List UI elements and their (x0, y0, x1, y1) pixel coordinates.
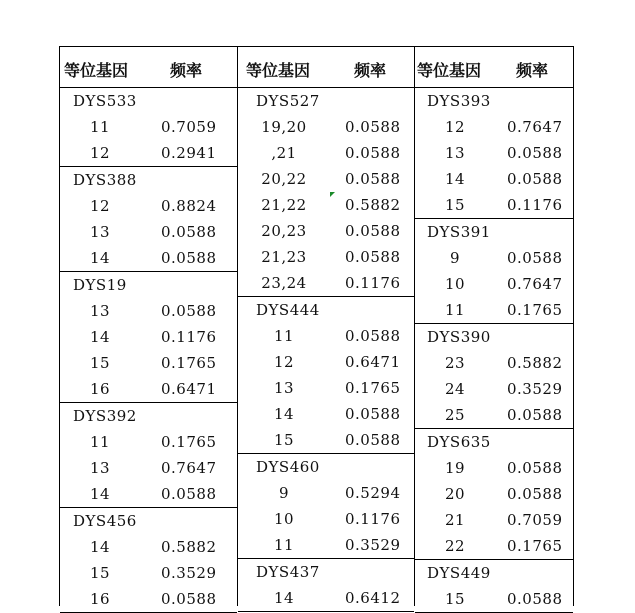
locus-group (415, 219, 573, 324)
table-row: 13 0.7647 (89, 459, 217, 477)
locus-name: DYS437 (256, 563, 320, 581)
allele-header: 等位基因 (417, 61, 482, 80)
frequency-value: 0.0588 (345, 248, 401, 266)
locus-group (60, 167, 237, 272)
allele-header: 等位基因 (246, 61, 311, 80)
frequency-header: 频率 (516, 61, 549, 80)
column-body (238, 88, 414, 612)
frequency-value: 0.1765 (345, 379, 401, 397)
frequency-value: 0.1176 (345, 274, 401, 292)
table-row: 16 0.6471 (89, 380, 217, 398)
frequency-value: 0.7647 (507, 118, 563, 136)
frequency-value: 0.7059 (161, 118, 217, 136)
table-row: 14 0.0588 (444, 170, 563, 188)
frequency-value: 0.7647 (507, 275, 563, 293)
frequency-value: 0.5882 (161, 538, 217, 556)
locus-name-row (415, 324, 573, 350)
frequency-value: 0.8824 (161, 197, 217, 215)
table-row: 24 0.3529 (444, 380, 563, 398)
frequency-value: 0.0588 (345, 431, 401, 449)
table-row: 19,20 0.0588 (261, 118, 401, 136)
locus-name-row (60, 272, 237, 298)
frequency-value: 0.0588 (345, 327, 401, 345)
table-row: 13 0.0588 (89, 223, 217, 241)
locus-name-row (238, 559, 414, 585)
table-row: 13 0.0588 (444, 144, 563, 162)
locus-group (238, 88, 414, 297)
table-row: 11 0.7059 (89, 118, 217, 136)
table-row: 20,22 0.0588 (261, 170, 401, 188)
locus-name-row (238, 297, 414, 323)
frequency-value: 0.0588 (507, 170, 563, 188)
frequency-value: 0.0588 (507, 144, 563, 162)
frequency-value: 0.1176 (507, 196, 563, 214)
table-row: 14 0.6412 (273, 589, 401, 607)
locus-name-row (60, 88, 237, 114)
locus-name: DYS456 (73, 512, 137, 530)
locus-name-row (415, 219, 573, 245)
locus-group (238, 297, 414, 454)
frequency-value: 0.3529 (345, 536, 401, 554)
table-row: 10 0.1176 (273, 510, 401, 528)
locus-name-row (415, 560, 573, 586)
locus-group (415, 324, 573, 429)
locus-group (60, 272, 237, 403)
frequency-value: 0.0588 (507, 459, 563, 477)
table-row: 21,23 0.0588 (261, 248, 401, 266)
locus-group (415, 560, 573, 613)
locus-group (60, 403, 237, 508)
table-row: 20 0.0588 (444, 485, 563, 503)
frequency-value: 0.0588 (161, 249, 217, 267)
table-row: 9 0.0588 (449, 249, 563, 267)
frequency-value: 0.2941 (161, 144, 217, 162)
locus-name-row (60, 403, 237, 429)
locus-group (415, 88, 573, 219)
frequency-value: 0.0588 (345, 405, 401, 423)
locus-name-row (60, 508, 237, 534)
table-row: 16 0.0588 (89, 590, 217, 608)
frequency-value: 0.7059 (507, 511, 563, 529)
frequency-value: 0.0588 (161, 485, 217, 503)
table-row: 15 0.3529 (89, 564, 217, 582)
locus-name: DYS19 (73, 276, 127, 294)
frequency-value: 0.7647 (161, 459, 217, 477)
table-row: 12 0.7647 (444, 118, 563, 136)
table-row: 22 0.1765 (444, 537, 563, 555)
allele-header: 等位基因 (64, 61, 129, 80)
frequency-header: 频率 (354, 61, 387, 80)
frequency-value: 0.0588 (345, 222, 401, 240)
table-column-1 (59, 46, 237, 606)
frequency-value: 0.0588 (345, 118, 401, 136)
locus-group (60, 508, 237, 613)
frequency-value: 0.6412 (345, 589, 401, 607)
locus-name: DYS392 (73, 407, 137, 425)
frequency-value: 0.6471 (161, 380, 217, 398)
frequency-value: 0.3529 (161, 564, 217, 582)
frequency-value: 0.5882 (345, 196, 401, 214)
frequency-value: 0.0588 (161, 302, 217, 320)
table-row: 13 0.0588 (89, 302, 217, 320)
table-row: 12 0.8824 (89, 197, 217, 215)
table-row: 14 0.0588 (89, 485, 217, 503)
frequency-value: 0.5882 (507, 354, 563, 372)
locus-name: DYS393 (427, 92, 491, 110)
frequency-header: 频率 (170, 61, 203, 80)
table-row: 12 0.2941 (89, 144, 217, 162)
locus-name-row (60, 167, 237, 193)
frequency-value: 0.3529 (507, 380, 563, 398)
table-row: 20,23 0.0588 (261, 222, 401, 240)
frequency-value: 0.1765 (161, 433, 217, 451)
frequency-value: 0.0588 (507, 485, 563, 503)
table-row: 12 0.6471 (273, 353, 401, 371)
column-header (238, 46, 414, 88)
table-row: 23 0.5882 (444, 354, 563, 372)
locus-group (415, 429, 573, 560)
locus-name-row (238, 88, 414, 114)
frequency-value: 0.0588 (507, 590, 563, 608)
table-row: 14 0.1176 (89, 328, 217, 346)
frequency-value: 0.0588 (161, 590, 217, 608)
frequency-value: 0.1176 (345, 510, 401, 528)
locus-group (60, 88, 237, 167)
frequency-value: 0.6471 (345, 353, 401, 371)
locus-name: DYS449 (427, 564, 491, 582)
table-column-3 (414, 46, 574, 606)
locus-name-row (238, 454, 414, 480)
frequency-value: 0.5294 (345, 484, 401, 502)
locus-name: DYS460 (256, 458, 320, 476)
cell-comment-marker (330, 192, 335, 197)
table-row: 14 0.0588 (89, 249, 217, 267)
frequency-value: 0.1765 (507, 537, 563, 555)
locus-name-row (415, 88, 573, 114)
locus-name: DYS390 (427, 328, 491, 346)
locus-group (238, 454, 414, 559)
locus-name: DYS533 (73, 92, 137, 110)
frequency-value: 0.0588 (345, 170, 401, 188)
column-header (415, 46, 573, 88)
table-row: 14 0.5882 (89, 538, 217, 556)
column-body (415, 88, 573, 613)
frequency-value: 0.0588 (507, 249, 563, 267)
frequency-value: 0.1765 (507, 301, 563, 319)
table-row: 10 0.7647 (444, 275, 563, 293)
frequency-value: 0.1765 (161, 354, 217, 372)
locus-name: DYS635 (427, 433, 491, 451)
table-row: 25 0.0588 (444, 406, 563, 424)
table-row: 15 0.1176 (444, 196, 563, 214)
frequency-value: 0.0588 (507, 406, 563, 424)
table-row: 11 0.3529 (273, 536, 401, 554)
table-row: 11 0.0588 (273, 327, 401, 345)
table-row: ,21 0.0588 (271, 144, 401, 162)
locus-name: DYS527 (256, 92, 320, 110)
table-row: 13 0.1765 (273, 379, 401, 397)
column-header (60, 46, 237, 88)
column-body (60, 88, 237, 613)
table-row: 11 0.1765 (444, 301, 563, 319)
frequency-value: 0.0588 (345, 144, 401, 162)
locus-name-row (415, 429, 573, 455)
locus-name: DYS444 (256, 301, 320, 319)
table-row: 14 0.0588 (273, 405, 401, 423)
table-row: 11 0.1765 (89, 433, 217, 451)
table-row: 19 0.0588 (444, 459, 563, 477)
table-row: 9 0.5294 (278, 484, 401, 502)
locus-name: DYS391 (427, 223, 491, 241)
table-row: 21 0.7059 (444, 511, 563, 529)
table-row: 23,24 0.1176 (261, 274, 401, 292)
frequency-value: 0.1176 (161, 328, 217, 346)
locus-group (238, 559, 414, 612)
table-row: 15 0.0588 (273, 431, 401, 449)
table-row: 21,22 0.5882 (261, 196, 401, 214)
locus-name: DYS388 (73, 171, 137, 189)
table-row: 15 0.0588 (444, 590, 563, 608)
frequency-value: 0.0588 (161, 223, 217, 241)
table-column-2 (237, 46, 414, 606)
table-row: 15 0.1765 (89, 354, 217, 372)
